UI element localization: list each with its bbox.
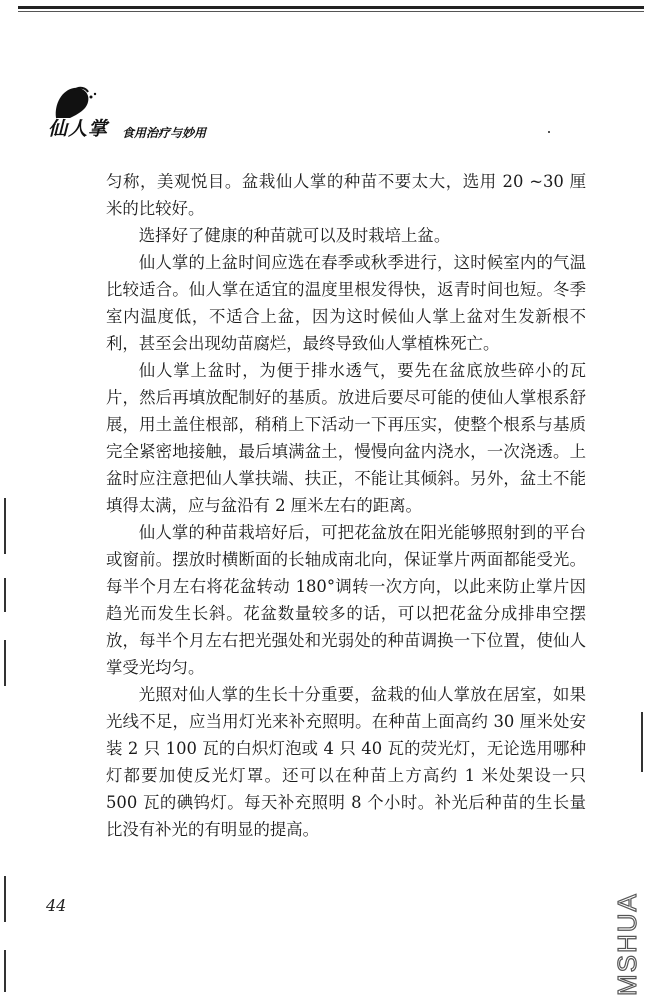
watermark [606,870,646,1000]
paragraph-2: 选择好了健康的种苗就可以及时栽培上盆。 [138,226,451,245]
body-text [106,168,586,843]
paragraph-5: 仙人掌的种苗栽培好后，可把花盆放在阳光能够照射到的平台或窗前。摆放时横断面的长轴成南北向，保证掌片两面都能受光。每半个月左右将花盆转动 180°调转一次方向，以此来防止掌片因趋光而发生长斜。花盆数量较多的话，可以把花盆分成排串空摆放，每半个月左右把光强处和光弱处的种苗调换一下位置，使仙人掌受光均匀。 [106,523,586,677]
book-header-logo [44,84,214,146]
top-border-rule [18,6,644,9]
book-header-subtitle: 食用治疗与妙用 [122,126,207,140]
scan-edge-mark [4,578,6,612]
watermark-text: MSHUA [612,892,642,996]
paragraph-3: 仙人掌的上盆时间应选在春季或秋季进行，这时候室内的气温比较适合。仙人掌在适宜的温度里根发得快，返青时间也短。冬季室内温度低，不适合上盆，因为这时候仙人掌上盆对生发新根不利，甚至会出现幼苗腐烂，最终导致仙人掌植株死亡。 [106,253,586,353]
scan-edge-mark [4,950,6,992]
top-border-rule-thin [18,11,644,12]
paragraph-6: 光照对仙人掌的生长十分重要，盆栽的仙人掌放在居室，如果光线不足，应当用灯光来补充照明。在种苗上面高约 30 厘米处安装 2 只 100 瓦的白炽灯泡或 4 只 40 瓦的荧光灯，无论选用哪种灯都要加使反光灯罩。还可以在种苗上方高约 1 米处架设一只 500 瓦的碘钨灯。每天补充照明 8 个小时。补光后种苗的生长量比没有补光的有明显的提高。 [106,685,586,839]
scan-edge-mark [4,498,6,554]
scan-edge-mark [641,712,643,772]
scan-edge-mark [4,876,6,922]
book-header-title: 仙人掌 [48,118,109,140]
page-number: 44 [46,896,67,915]
paragraph-1: 匀称，美观悦目。盆栽仙人掌的种苗不要太大，选用 20 ~30 厘米的比较好。 [106,172,586,218]
scan-edge-mark [4,640,6,686]
paragraph-4: 仙人掌上盆时，为便于排水透气，要先在盆底放些碎小的瓦片，然后再填放配制好的基质。放进后要尽可能的使仙人掌根系舒展，用土盖住根部，稍稍上下活动一下再压实，使整个根系与基质完全紧密地接触，最后填满盆土，慢慢向盆内浇水，一次浇透。上盆时应注意把仙人掌扶端、扶正，不能让其倾斜。另外，盆土不能填得太满，应与盆沿有 2 厘米左右的距离。 [106,361,586,515]
header-speck [548,131,550,133]
